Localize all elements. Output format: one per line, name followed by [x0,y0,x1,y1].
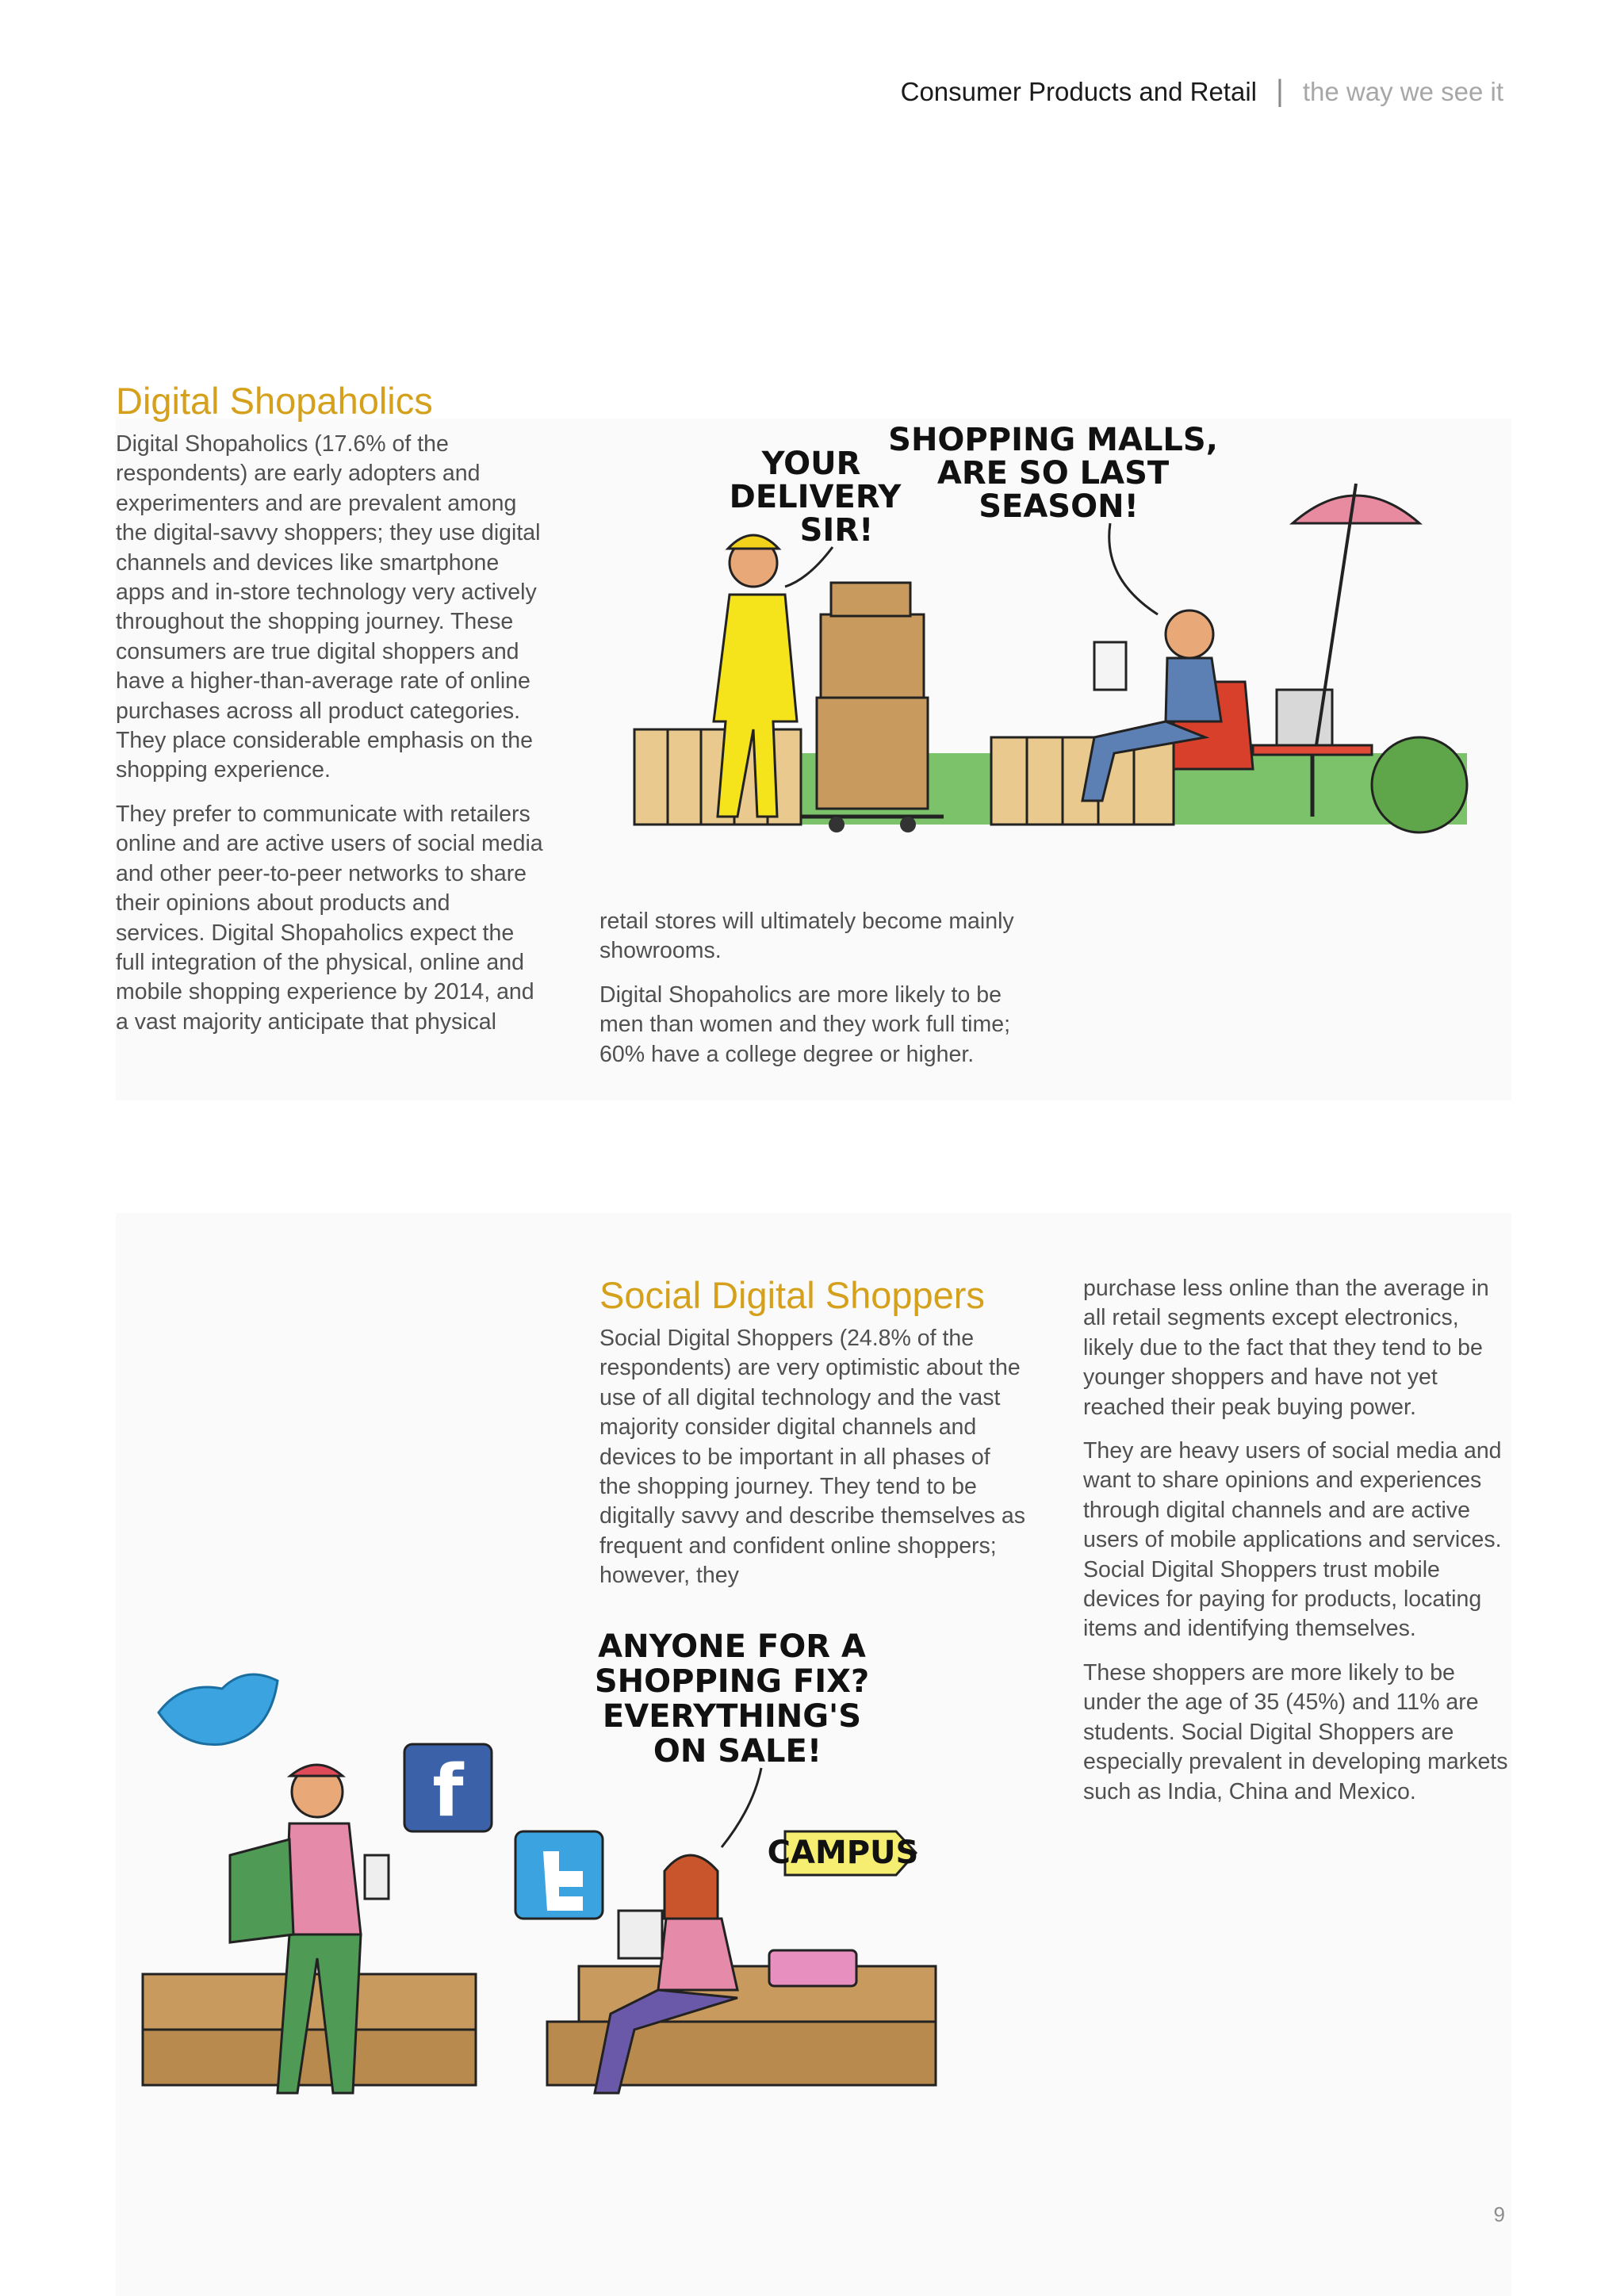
speech-bubble-right: SHOPPING MALLS, ARE SO LAST SEASON! [888,422,1218,525]
delivery-cartoon [619,420,1499,880]
campus-cartoon [135,1617,975,2156]
twitter-bird-icon [159,1674,278,1745]
paragraph: retail stores will ultimately become mainly showrooms. [599,909,1014,964]
social-digital-shoppers-column-2 [1083,1274,1511,1821]
header-section: Consumer Products and Retail [900,76,1257,106]
header-separator: | [1276,75,1284,108]
running-header [901,75,1503,109]
bubble-tail [722,1768,761,1847]
section-title-social-digital-shoppers: Social Digital Shoppers [599,1274,985,1316]
paragraph: Social Digital Shoppers (24.8% of the respondents) are very optimistic about the use of all digital technology and the vast majority consider digital channels and devices to be important in all phases of the shopping journey. They tend to be digitally savvy and describe themselves as frequent and confident online shoppers; however, they [599,1326,1026,1589]
paragraph: Digital Shopaholics are more likely to be men than women and they work full time; 60% have a college degree or higher. [599,982,1010,1067]
speech-bubble-left: YOUR DELIVERY SIR! [729,446,902,549]
fence-right [991,737,1174,825]
digital-shopaholics-column-2 [599,907,1028,1084]
bubble-tail [1109,523,1158,614]
digital-shopaholics-column-1 [116,430,544,1051]
paragraph: These shoppers are more likely to be under the age of 35 (45%) and 11% are students. Social Digital Shoppers are especially prevalent in developing markets such as India, China and Mexico. [1083,1659,1508,1804]
campus-sign [768,1831,919,1875]
speech-bubble: ANYONE FOR A SHOPPING FIX? EVERYTHING'S ON SALE! [594,1628,870,1770]
svg-text:f: f [432,1750,464,1833]
bush [1372,737,1467,832]
bubble-tail [785,547,833,587]
section-title-digital-shopaholics: Digital Shopaholics [116,380,433,422]
page-number: 9 [1493,2202,1505,2226]
paragraph: They are heavy users of social media and want to share opinions and experiences through digital channels and are active users of mobile applications and services. Social Digital Shoppers trust mobile devices for paying for products, locating items and identifying themselves. [1083,1438,1502,1642]
paragraph: Digital Shopaholics (17.6% of the respondents) are early adopters and experimenters and are prevalent among the digital-savvy shoppers; they use digital channels and devices like smartphone apps and in-store technology very actively throughout the shopping journey. These consumers are true digital shoppers and have a higher-than-average rate of online purchases across all product categories. They place considerable emphasis on the shopping experience. [116,431,541,783]
social-digital-shoppers-column-1 [599,1324,1028,1605]
twitter-t-icon [515,1831,603,1919]
svg-text:CAMPUS: CAMPUS [767,1835,919,1871]
paragraph: They prefer to communicate with retailers online and are active users of social media and other peer-to-peer networks to share their opinions about products and services. Digital Shopaholics expect the full integration of the physical, online and mobile shopping experience by 2014, and a vast majority anticipate that physical [116,801,543,1035]
parcel-boxes [801,583,944,832]
facebook-icon [404,1744,492,1833]
paragraph: purchase less online than the average in all retail segments except electronics, likely due to the fact that they tend to be younger shoppers and have not yet reached their peak buying power. [1083,1276,1489,1420]
header-tagline: the way we see it [1302,76,1503,106]
